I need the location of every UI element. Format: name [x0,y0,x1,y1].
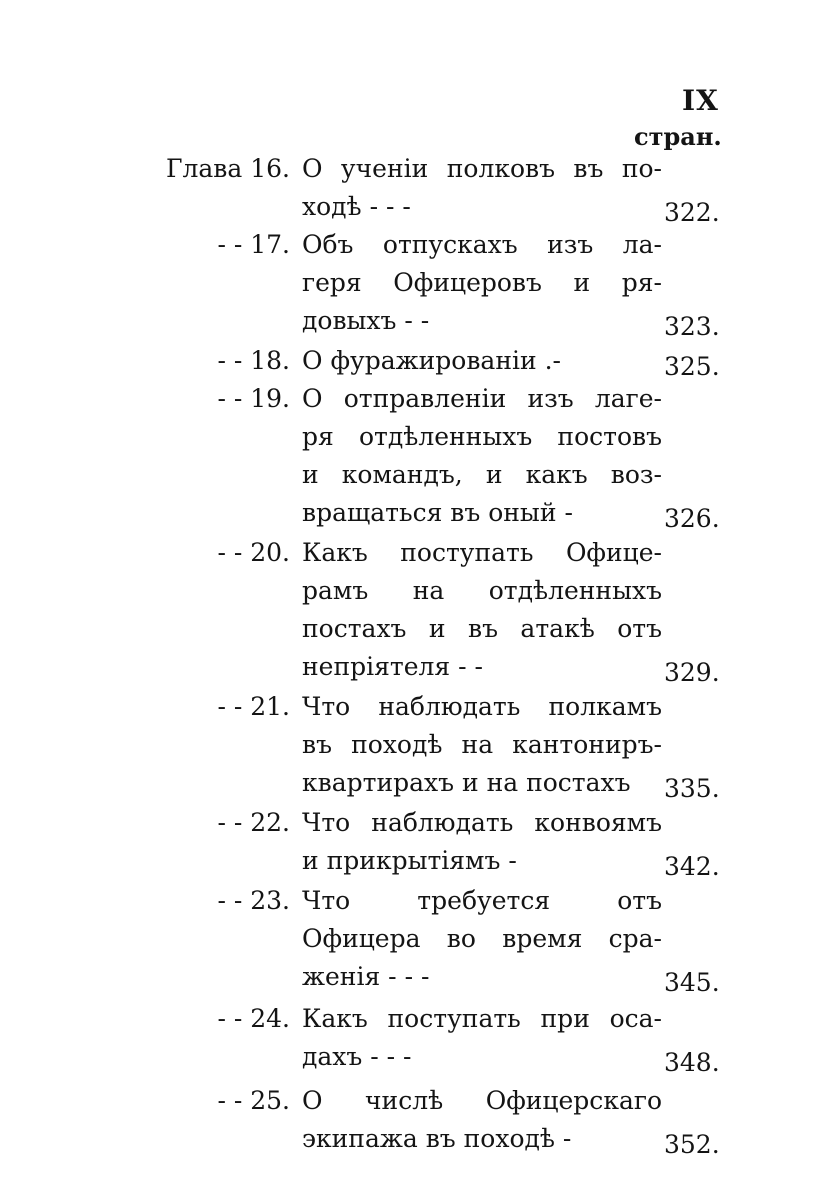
toc-title-line: геря Офицеровъ и ря- [302,268,662,297]
toc-page-number: 326. [664,504,720,533]
toc-chapter-number: - - 25. [217,1086,290,1115]
toc-title-line: Что наблюдать полкамъ [302,692,662,721]
toc-chapter-title [302,380,662,532]
toc-entry [0,1082,840,1158]
toc-title-line: дахъ - - - [302,1042,412,1071]
toc-page-number: 342. [664,852,720,881]
toc-page-number: 329. [664,658,720,687]
toc-entry [0,380,840,532]
toc-title-line: Какъ поступать Офице- [302,538,662,567]
toc-chapter-number: - - 17. [217,230,290,259]
toc-title-line: экипажа въ походѣ - [302,1124,572,1153]
toc-chapter-number: - - 21. [217,692,290,721]
toc-chapter-number: - - 22. [217,808,290,837]
toc-entry [0,342,840,380]
toc-title-line: вращаться въ оный - [302,498,573,527]
toc-chapter-title [302,342,662,380]
toc-title-line: квартирахъ и на постахъ [302,768,631,797]
toc-title-line: постахъ и въ атакѣ отъ [302,614,662,643]
toc-title-line: въ походѣ на кантониръ- [302,730,662,759]
page-column-label: стран. [634,122,722,151]
toc-entry [0,534,840,686]
toc-title-line: рамъ на отдѣленныхъ [302,576,662,605]
toc-chapter-title [302,1082,662,1158]
toc-title-line: Что наблюдать конвоямъ [302,808,662,837]
toc-chapter-number: - - 23. [217,886,290,915]
toc-chapter-title [302,534,662,686]
toc-title-line: Какъ поступать при оса- [302,1004,662,1033]
toc-title-line: О ученіи полковъ въ по- [302,154,662,183]
toc-chapter-title [302,150,662,226]
toc-title-line: Объ отпускахъ изъ ла- [302,230,662,259]
page-folio: IX [682,84,719,117]
toc-page-number: 352. [664,1130,720,1159]
toc-chapter-number: Глава 16. [165,154,290,183]
toc-title-line: О отправленіи изъ лаге- [302,384,662,413]
toc-chapter-title [302,882,662,996]
toc-title-line: Что требуется отъ [302,886,662,915]
toc-title-line: Офицера во время сра- [302,924,662,953]
toc-chapter-title [302,688,662,802]
toc-page-number: 348. [664,1048,720,1077]
toc-chapter-number: - - 20. [217,538,290,567]
toc-page-number: 345. [664,968,720,997]
toc-page-number: 325. [664,352,720,381]
toc-page-number: 323. [664,312,720,341]
toc-title-line: и прикрытіямъ - [302,846,517,875]
toc-entry [0,804,840,880]
toc-entry [0,150,840,226]
toc-chapter-title [302,1000,662,1076]
toc-chapter-title [302,226,662,340]
toc-title-line: О числѣ Офицерскаго [302,1086,662,1115]
toc-title-line: непріятеля - - [302,652,483,681]
toc-title-line: О фуражированіи .- [302,346,561,375]
toc-chapter-number: - - 19. [217,384,290,413]
toc-title-line: довыхъ - - [302,306,430,335]
toc-title-line: ходѣ - - - [302,192,411,221]
toc-title-line: женія - - - [302,962,430,991]
toc-page-number: 335. [664,774,720,803]
toc-entry [0,1000,840,1076]
toc-chapter-title [302,804,662,880]
toc-page-number: 322. [664,198,720,227]
toc-entry [0,226,840,340]
toc-title-line: и командъ, и какъ воз- [302,460,662,489]
toc-entry [0,882,840,996]
toc-chapter-number: - - 24. [217,1004,290,1033]
toc-chapter-number: - - 18. [217,346,290,375]
toc-entry [0,688,840,802]
toc-title-line: ря отдѣленныхъ постовъ [302,422,662,451]
